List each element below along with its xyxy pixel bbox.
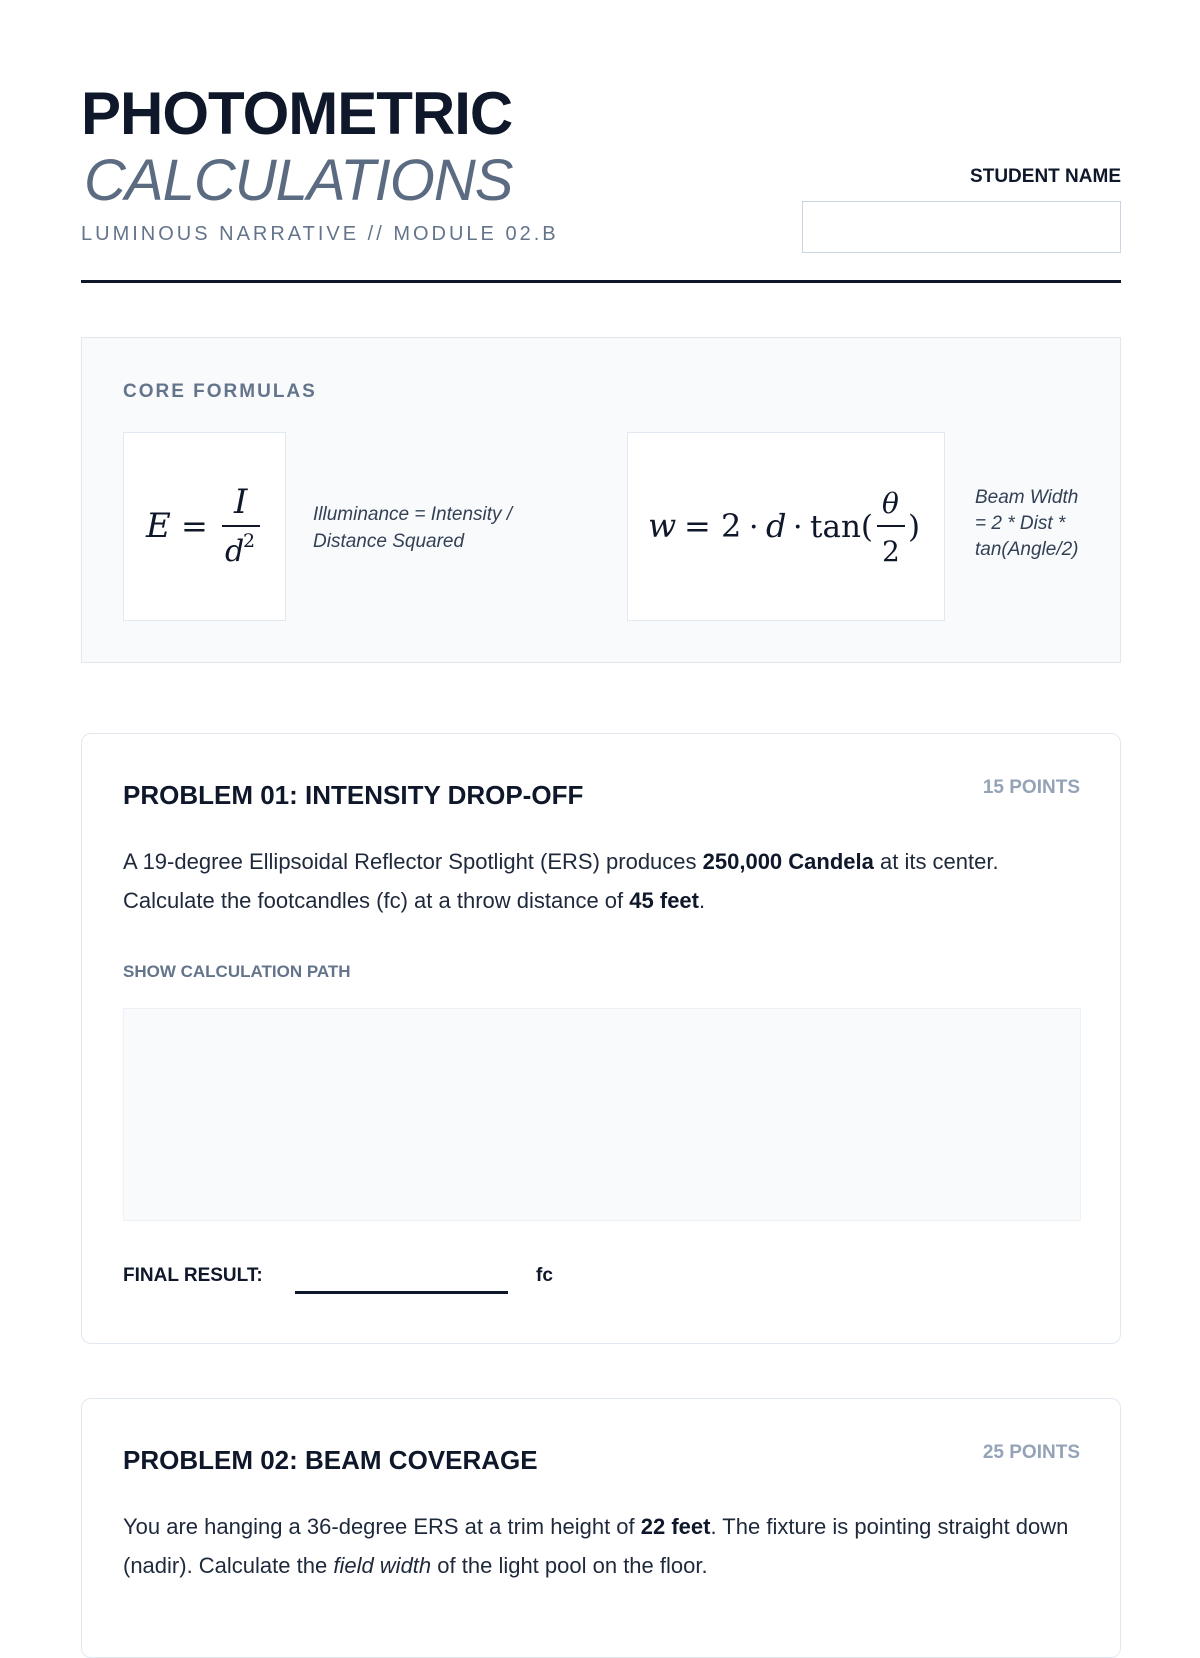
calculation-path-label: SHOW CALCULATION PATH (123, 962, 351, 981)
svg-text:=: = (684, 507, 711, 545)
svg-text:d: d (225, 534, 245, 569)
problem-points: 25 POINTS (982, 1442, 1080, 1463)
svg-text:E: E (146, 506, 171, 546)
beam-width-description-line: tan(Angle/2) (975, 539, 1079, 560)
problem-text-segment: at its center. Calculate the footcandles (fc) at a throw distance of (123, 849, 999, 913)
beam-width-description-line: Beam Width (975, 487, 1079, 508)
problem-title: PROBLEM 02: BEAM COVERAGE (123, 1445, 538, 1475)
beam-width-description (975, 485, 1115, 563)
core-formulas-label: CORE FORMULAS (123, 381, 317, 402)
beam-width-description-line: = 2 * Dist * (975, 513, 1066, 534)
problem-text-segment: of the light pool on the floor. (431, 1553, 708, 1578)
page-subtitle: CALCULATIONS (84, 148, 513, 213)
problem-text-italic: field width (333, 1553, 432, 1578)
svg-text:2: 2 (243, 530, 256, 552)
problem-points: 15 POINTS (982, 777, 1080, 798)
illuminance-description: Illuminance = Intensity / Distance Squared (313, 504, 513, 552)
final-result-unit: fc (536, 1265, 553, 1286)
student-name-input[interactable] (802, 201, 1121, 253)
worksheet-page (81, 0, 1121, 1578)
svg-text:2: 2 (882, 535, 900, 568)
svg-text:2: 2 (721, 507, 742, 545)
problem-text-emphasis: 22 feet (640, 1514, 711, 1539)
beam-width-equation (628, 433, 946, 622)
module-tag: LUMINOUS NARRATIVE // MODULE 02.B (81, 223, 559, 245)
svg-text:): ) (908, 509, 921, 545)
svg-text:=: = (181, 507, 208, 545)
problem-text-emphasis: 250,000 Candela (702, 849, 874, 874)
student-name-label: STUDENT NAME (970, 166, 1121, 187)
problem-statement (123, 842, 1083, 920)
svg-text:tan(: tan( (810, 509, 873, 545)
problem-text-segment: A 19-degree Ellipsoidal Reflector Spotlight (ERS) produces (123, 849, 703, 874)
problem-text-emphasis: 45 feet (629, 888, 699, 913)
illuminance-equation (124, 433, 287, 622)
svg-text:·: · (749, 510, 759, 545)
beam-width-formula (627, 432, 945, 621)
problem-text-segment: You are hanging a 36-degree ERS at a trim height of (123, 1514, 641, 1539)
final-result-label: FINAL RESULT: (123, 1265, 263, 1286)
problem-text-segment: . The fixture is pointing straight down (nadir). Calculate the (123, 1514, 1069, 1578)
final-result-input[interactable] (295, 1252, 508, 1294)
problem-card-01 (81, 733, 1121, 1344)
page-title: PHOTOMETRIC (81, 80, 513, 147)
problem-statement (123, 1507, 1083, 1585)
problem-card-02 (81, 1398, 1121, 1658)
illuminance-formula (123, 432, 286, 621)
calculation-path-input[interactable] (123, 1008, 1081, 1221)
svg-text:θ: θ (882, 487, 899, 520)
worksheet-header (81, 0, 1121, 283)
core-formulas-panel (81, 337, 1121, 663)
svg-text:d: d (766, 507, 787, 545)
problem-title: PROBLEM 01: INTENSITY DROP-OFF (123, 780, 584, 810)
svg-text:w: w (648, 506, 677, 545)
svg-text:·: · (793, 510, 803, 545)
svg-text:I: I (234, 482, 248, 522)
problem-text-segment: . (699, 888, 706, 913)
